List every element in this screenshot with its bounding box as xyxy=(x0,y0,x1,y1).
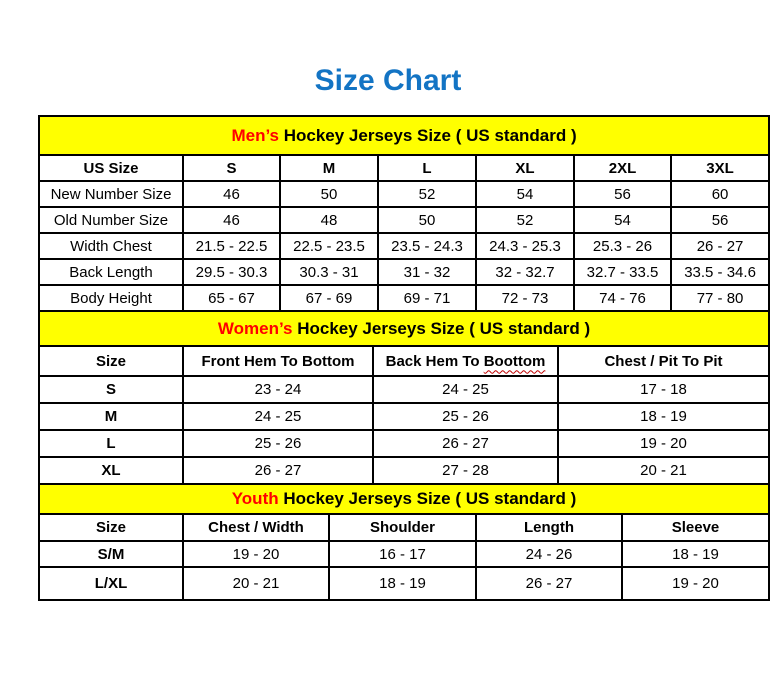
table-cell: 50 xyxy=(378,207,476,233)
page-title: Size Chart xyxy=(314,64,462,97)
table-cell: 74 - 76 xyxy=(574,285,671,311)
table-cell: 18 - 19 xyxy=(558,403,769,430)
womens-row-l xyxy=(39,430,769,457)
row-label: XL xyxy=(39,457,183,484)
table-cell: 19 - 20 xyxy=(622,567,769,600)
row-label: L/XL xyxy=(39,567,183,600)
mens-col-m: M xyxy=(280,155,378,181)
womens-size-table xyxy=(38,310,770,485)
youth-banner-highlight: Youth xyxy=(231,489,279,508)
row-label: Body Height xyxy=(39,285,183,311)
table-cell: 23.5 - 24.3 xyxy=(378,233,476,259)
row-label: S/M xyxy=(39,541,183,567)
table-cell: 54 xyxy=(476,181,574,207)
table-cell: 22.5 - 23.5 xyxy=(280,233,378,259)
table-cell: 26 - 27 xyxy=(183,457,373,484)
youth-col-shoulder: Shoulder xyxy=(329,514,476,541)
womens-row-s xyxy=(39,376,769,403)
table-cell: 20 - 21 xyxy=(558,457,769,484)
table-cell: 56 xyxy=(574,181,671,207)
womens-banner-text xyxy=(39,311,769,346)
table-cell: 46 xyxy=(183,181,280,207)
womens-col-front-hem: Front Hem To Bottom xyxy=(183,346,373,376)
mens-row-width-chest xyxy=(39,233,769,259)
back-hem-prefix: Back Hem To xyxy=(385,352,484,370)
womens-row-xl xyxy=(39,457,769,484)
womens-col-chest-pit: Chest / Pit To Pit xyxy=(558,346,769,376)
table-cell: 25 - 26 xyxy=(373,403,558,430)
mens-banner-highlight: Men’s xyxy=(231,125,279,145)
table-cell: 60 xyxy=(671,181,769,207)
womens-header-row xyxy=(39,346,769,376)
table-cell: 32.7 - 33.5 xyxy=(574,259,671,285)
youth-col-length: Length xyxy=(476,514,622,541)
table-cell: 18 - 19 xyxy=(622,541,769,567)
table-cell: 52 xyxy=(476,207,574,233)
womens-col-back-hem xyxy=(373,346,558,376)
youth-col-size: Size xyxy=(39,514,183,541)
womens-banner xyxy=(39,311,769,346)
mens-row-body-height xyxy=(39,285,769,311)
table-cell: 32 - 32.7 xyxy=(476,259,574,285)
mens-size-table xyxy=(38,115,770,312)
table-cell: 33.5 - 34.6 xyxy=(671,259,769,285)
row-label: Old Number Size xyxy=(39,207,183,233)
youth-col-chest-width: Chest / Width xyxy=(183,514,329,541)
table-cell: 24.3 - 25.3 xyxy=(476,233,574,259)
mens-col-xl: XL xyxy=(476,155,574,181)
table-cell: 67 - 69 xyxy=(280,285,378,311)
womens-banner-highlight: Women’s xyxy=(217,318,293,338)
youth-banner xyxy=(39,484,769,514)
table-cell: 56 xyxy=(671,207,769,233)
table-cell: 50 xyxy=(280,181,378,207)
table-cell: 25.3 - 26 xyxy=(574,233,671,259)
youth-row-lxl xyxy=(39,567,769,600)
row-label: M xyxy=(39,403,183,430)
mens-banner-text xyxy=(39,116,769,155)
table-cell: 77 - 80 xyxy=(671,285,769,311)
mens-col-2xl: 2XL xyxy=(574,155,671,181)
mens-row-back-length xyxy=(39,259,769,285)
table-cell: 26 - 27 xyxy=(373,430,558,457)
mens-header-row xyxy=(39,155,769,181)
youth-banner-text xyxy=(39,484,769,514)
mens-col-l: L xyxy=(378,155,476,181)
table-cell: 21.5 - 22.5 xyxy=(183,233,280,259)
table-cell: 48 xyxy=(280,207,378,233)
table-cell: 69 - 71 xyxy=(378,285,476,311)
mens-banner xyxy=(39,116,769,155)
table-cell: 18 - 19 xyxy=(329,567,476,600)
youth-header-row xyxy=(39,514,769,541)
youth-col-sleeve: Sleeve xyxy=(622,514,769,541)
table-cell: 52 xyxy=(378,181,476,207)
size-chart-tables xyxy=(38,115,768,601)
table-cell: 24 - 26 xyxy=(476,541,622,567)
mens-col-3xl: 3XL xyxy=(671,155,769,181)
row-label: Width Chest xyxy=(39,233,183,259)
womens-row-m xyxy=(39,403,769,430)
youth-size-table xyxy=(38,483,770,601)
back-hem-misspelled-word: Boottom xyxy=(483,352,546,370)
mens-col-us-size: US Size xyxy=(39,155,183,181)
womens-col-size: Size xyxy=(39,346,183,376)
table-cell: 30.3 - 31 xyxy=(280,259,378,285)
mens-col-s: S xyxy=(183,155,280,181)
row-label: New Number Size xyxy=(39,181,183,207)
table-cell: 24 - 25 xyxy=(183,403,373,430)
table-cell: 46 xyxy=(183,207,280,233)
table-cell: 19 - 20 xyxy=(558,430,769,457)
table-cell: 31 - 32 xyxy=(378,259,476,285)
mens-row-old-number-size xyxy=(39,207,769,233)
table-cell: 54 xyxy=(574,207,671,233)
mens-banner-rest: Hockey Jerseys Size ( US standard ) xyxy=(279,125,577,145)
table-cell: 25 - 26 xyxy=(183,430,373,457)
table-cell: 26 - 27 xyxy=(671,233,769,259)
table-cell: 27 - 28 xyxy=(373,457,558,484)
womens-banner-rest: Hockey Jerseys Size ( US standard ) xyxy=(292,318,591,338)
table-cell: 16 - 17 xyxy=(329,541,476,567)
youth-row-sm xyxy=(39,541,769,567)
table-cell: 29.5 - 30.3 xyxy=(183,259,280,285)
row-label: L xyxy=(39,430,183,457)
row-label: Back Length xyxy=(39,259,183,285)
table-cell: 19 - 20 xyxy=(183,541,329,567)
table-cell: 26 - 27 xyxy=(476,567,622,600)
table-cell: 23 - 24 xyxy=(183,376,373,403)
mens-row-new-number-size xyxy=(39,181,769,207)
table-cell: 65 - 67 xyxy=(183,285,280,311)
youth-banner-rest: Hockey Jerseys Size ( US standard ) xyxy=(278,489,577,508)
table-cell: 24 - 25 xyxy=(373,376,558,403)
table-cell: 17 - 18 xyxy=(558,376,769,403)
table-cell: 20 - 21 xyxy=(183,567,329,600)
row-label: S xyxy=(39,376,183,403)
table-cell: 72 - 73 xyxy=(476,285,574,311)
